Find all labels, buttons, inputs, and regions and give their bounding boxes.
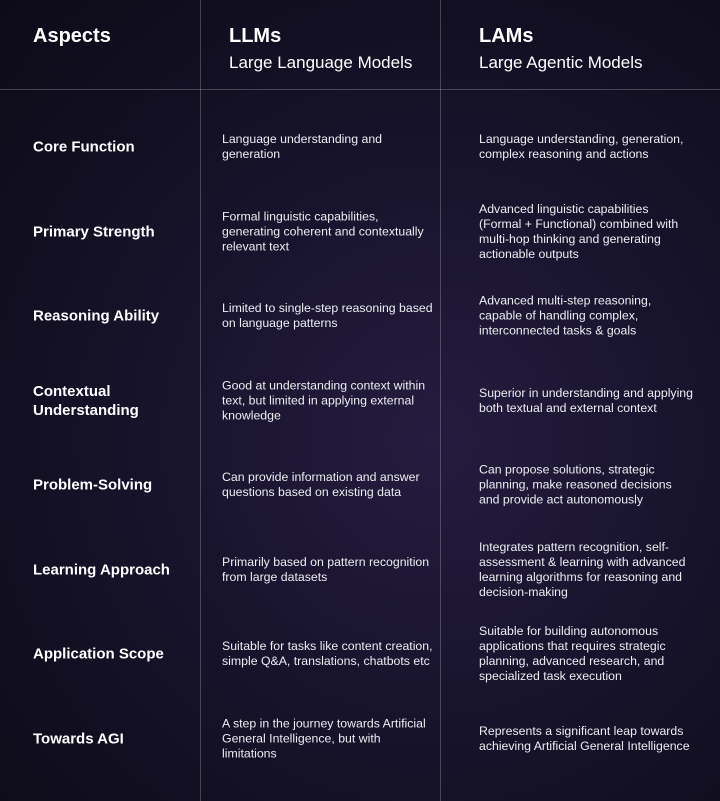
table-row <box>0 528 720 613</box>
lam-cell: Can propose solutions, strategic planning, make reasoned decisions and provide act autonomously <box>479 462 672 507</box>
lam-cell: Represents a significant leap towards achieving Artificial General Intelligence <box>479 723 690 753</box>
aspect-label: Learning Approach <box>33 561 170 579</box>
table-row <box>0 612 720 697</box>
aspect-label: Reasoning Ability <box>33 307 160 325</box>
table-row <box>0 274 720 359</box>
llm-cell: Formal linguistic capabilities, generating coherent and contextually relevant text <box>222 209 424 254</box>
lam-cell: Superior in understanding and applying both textual and external context <box>479 385 693 415</box>
lam-cell: Advanced linguistic capabilities (Formal + Functional) combined with multi-hop thinking and generating actionable outputs <box>479 201 679 261</box>
header-lams-subtitle: Large Agentic Models <box>479 53 643 72</box>
llm-cell: A step in the journey towards Artificial General Intelligence, but with limitations <box>222 716 426 761</box>
llm-cell: Good at understanding context within text, but limited in applying external knowledge <box>222 378 426 423</box>
aspect-label: Application Scope <box>33 645 164 663</box>
llm-cell: Language understanding and generation <box>222 132 383 162</box>
header-aspects <box>33 24 111 48</box>
aspect-label: Primary Strength <box>33 223 155 241</box>
header-lams <box>479 24 643 74</box>
table-header <box>0 0 720 90</box>
aspect-label: Problem-Solving <box>33 476 153 494</box>
llm-cell: Suitable for tasks like content creation, simple Q&A, translations, chatbots etc <box>222 639 433 669</box>
llm-cell: Limited to single-step reasoning based on language patterns <box>222 301 433 331</box>
llm-cell: Primarily based on pattern recognition from large datasets <box>222 554 430 584</box>
table-row <box>0 105 720 190</box>
lam-cell: Integrates pattern recognition, self-assessment & learning with advanced learning algorithms for reasoning and decision-making <box>479 539 686 599</box>
lam-cell: Suitable for building autonomous applications that requires strategic planning, advanced research, and specialized task execution <box>479 624 666 684</box>
header-lams-title: LAMs <box>479 25 534 47</box>
header-aspects-title: Aspects <box>33 25 111 47</box>
aspect-label: Contextual Understanding <box>33 382 139 419</box>
table-row <box>0 443 720 528</box>
llm-cell: Can provide information and answer questions based on existing data <box>222 470 420 500</box>
table-row <box>0 697 720 782</box>
header-llms-title: LLMs <box>229 25 282 47</box>
table-row <box>0 359 720 444</box>
lam-cell: Advanced multi-step reasoning, capable of handling complex, interconnected tasks & goals <box>479 293 652 338</box>
header-llms-subtitle: Large Language Models <box>229 53 413 72</box>
header-llms <box>229 24 412 74</box>
table-row <box>0 190 720 275</box>
lam-cell: Language understanding, generation, complex reasoning and actions <box>479 132 684 162</box>
aspect-label: Core Function <box>33 138 135 156</box>
table-body <box>0 90 720 781</box>
aspect-label: Towards AGI <box>33 730 124 748</box>
